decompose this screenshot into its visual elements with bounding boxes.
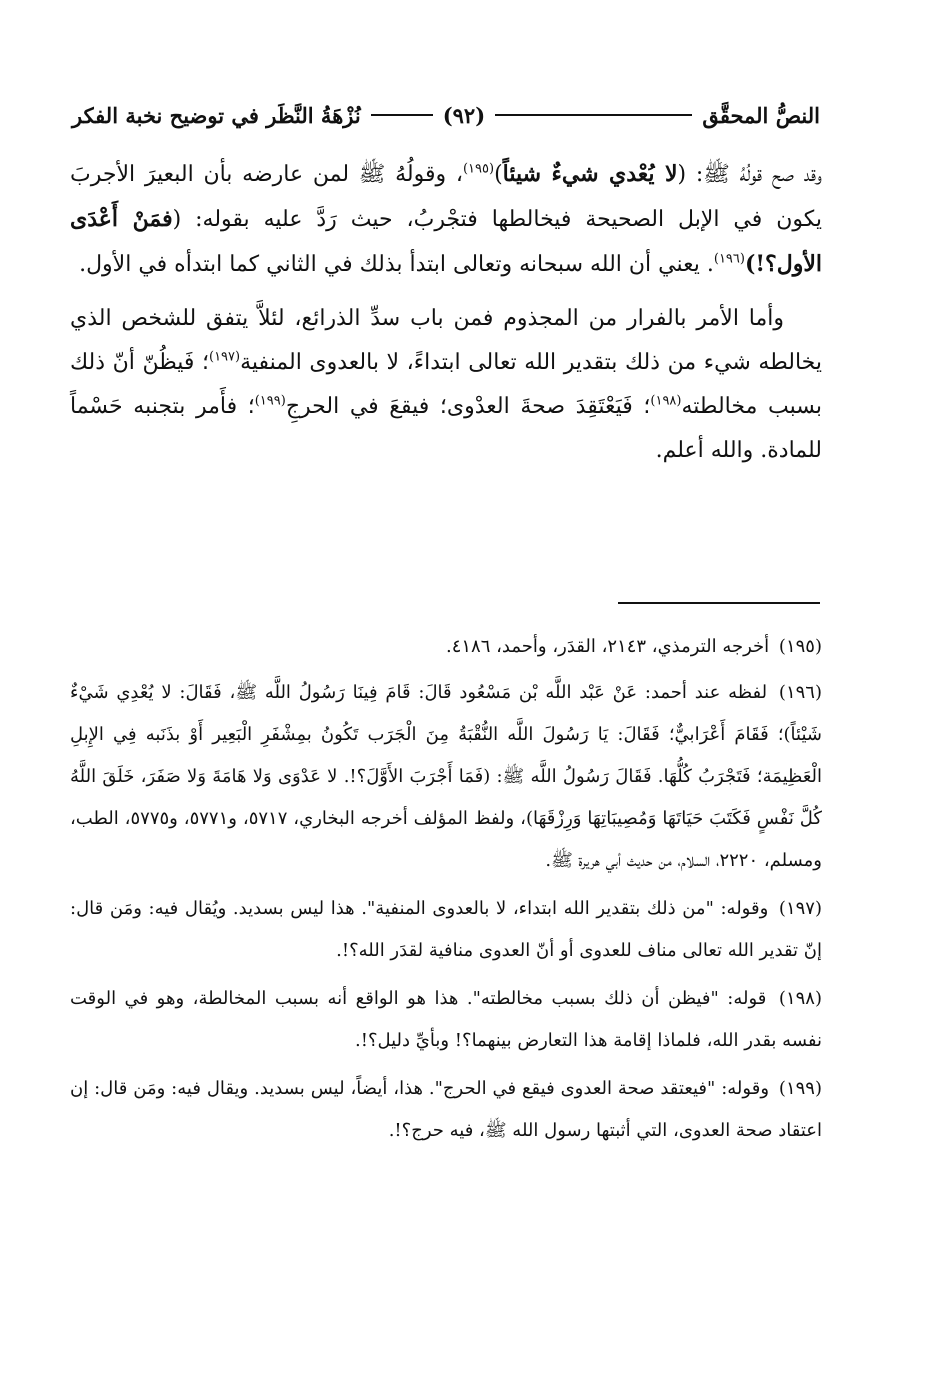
- footnote-text: لفظه عند أحمد: عَنْ عَبْد اللَّه بْن مَسْعُود قَالَ: قَامَ فِينَا رَسُولُ اللَّه ﷺ، فَقَالَ: لا يُعْدِي شَيْءٌ شَيْئاً)؛ فَقَامَ أَعْرَابيٌّ؛ فَقَالَ: يَا رَسُولَ اللَّه النُّقْبَةُ مِنَ الْجَرَب تَكُونُ بمِشْفَرِ الْبَعِير أَوْ بذَنَبه فِي الإِبلِ الْعَظِيمَة؛ فَتَجْرَبُ كُلُّهَا. فَقَالَ رَسُولُ اللَّه ﷺ: (فَمَا أَجْرَبَ الأَوَّلَ؟!. لا عَدْوَى وَلا هَامَةَ وَلا صَفَرَ، خَلَقَ اللَّهُ كُلَّ نَفْسٍ فَكَتَبَ حَيَاتَهَا وَمُصِيبَاتِهَا وَرِزْقَهَا)، ولفظ المؤلف أخرجه البخاري، ٥٧١٧، و٥٧٧١، و٥٧٧٥، الطب، ومسلم، ٢٢٢٠، السلام، من حديث أبي هريرة ﷺ.: [70, 682, 822, 871]
- text-run: وقد صح قولُهُ ﷺ: (: [677, 162, 822, 187]
- footnote-text: قوله: "فيظن أن ذلك بسبب مخالطته". هذا هو الواقع أنه بسبب المخالطة، وهو في الوقت نفسه بقدر الله، فلماذا إقامة هذا التعارض بينهما؟! وبأيِّ دليل؟!.: [70, 988, 822, 1051]
- footnote: [70, 1068, 822, 1152]
- footnote-number: (١٩٧): [778, 898, 822, 919]
- text-run: . يعني أن الله سبحانه وتعالى ابتدأ بذلك في الثاني كما ابتدأه في الأول.: [79, 252, 714, 277]
- footnote-number: (١٩٥): [778, 636, 822, 657]
- text-run: ؛ فأَمر بتجنبه حَسْماً للمادة. والله أعلم.: [70, 394, 822, 463]
- footnote-ref[interactable]: (١٩٩): [254, 393, 286, 409]
- footnote-number: (١٩٨): [778, 988, 822, 1009]
- text-run: وأما الأمر بالفرار من المجذوم فمن باب سدِّ الذرائع، لئلاَّ يتفق للشخص الذي يخالطه شيء من ذلك بتقدير الله تعالى ابتداءً، لا بالعدوى المنفية: [70, 306, 822, 375]
- footnote: [70, 888, 822, 972]
- hadith-quote: فمَنْ أَعْدَى الأول: [70, 206, 822, 277]
- footnote: [70, 626, 822, 668]
- header-section-title: النصُّ المحقَّق: [702, 102, 820, 128]
- footnote: [70, 672, 822, 882]
- header-book-title: نُزْهَةُ النَّظَر في توضيح نخبة الفكر: [72, 102, 361, 128]
- footnote-divider: [618, 602, 820, 604]
- footnote-number: (١٩٩): [778, 1078, 822, 1099]
- header-rule: [495, 114, 692, 116]
- text-run: ، وقولُهُ ﷺ لمن عارضه بأن البعيرَ الأجربَ يكون في الإبل الصحيحة فيخالطها فتجْربُ، حيث رَدَّ عليه بقوله: (: [70, 162, 822, 232]
- hadith-quote: لا يُعْدي شيءٌ شيئاً: [502, 161, 678, 187]
- main-text: [70, 152, 822, 473]
- text-run: ؛ فَيظُنّ أنّ ذلك بسبب مخالطته: [70, 350, 822, 419]
- footnote-number: (١٩٦): [778, 682, 822, 703]
- footnote: [70, 978, 822, 1062]
- paragraph: [70, 152, 822, 287]
- text-run: ؛ فَيَعْتَقِدَ صحةَ العدْوى؛ فيقعَ في الحرجِ: [285, 394, 651, 419]
- footnote-text: أخرجه الترمذي، ٢١٤٣، القدَر، وأحمد، ٤١٨٦.: [445, 636, 770, 657]
- page-number: (٩٢): [442, 102, 486, 128]
- header-rule: [371, 114, 433, 116]
- footnote-text: وقوله: "فيعتقد صحة العدوى فيقع في الحرج". هذا، أيضاً، ليس بسديد. ويقال فيه: ومَن قال: إن اعتقاد صحة العدوى، التي أثبتها رسول الله ﷺ، فيه حرج؟!.: [70, 1078, 822, 1141]
- page-header: [72, 94, 820, 136]
- text-run: ؟!): [744, 251, 777, 277]
- footnote-text: وقوله: "من ذلك بتقدير الله ابتداء، لا بالعدوى المنفية". هذا ليس بسديد. ويُقال فيه: ومَن قال: إنّ تقدير الله تعالى مناف للعدوى أو أنّ العدوى منافية لقدَر الله؟!.: [70, 898, 822, 961]
- paragraph: [70, 297, 822, 473]
- footnote-ref[interactable]: (١٩٦): [713, 251, 745, 267]
- footnote-ref[interactable]: (١٩٧): [208, 349, 241, 365]
- footnotes: [70, 626, 822, 1158]
- footnote-ref[interactable]: (١٩٨): [650, 393, 682, 409]
- text-run: ): [494, 162, 503, 187]
- footnote-ref[interactable]: (١٩٥): [462, 161, 495, 177]
